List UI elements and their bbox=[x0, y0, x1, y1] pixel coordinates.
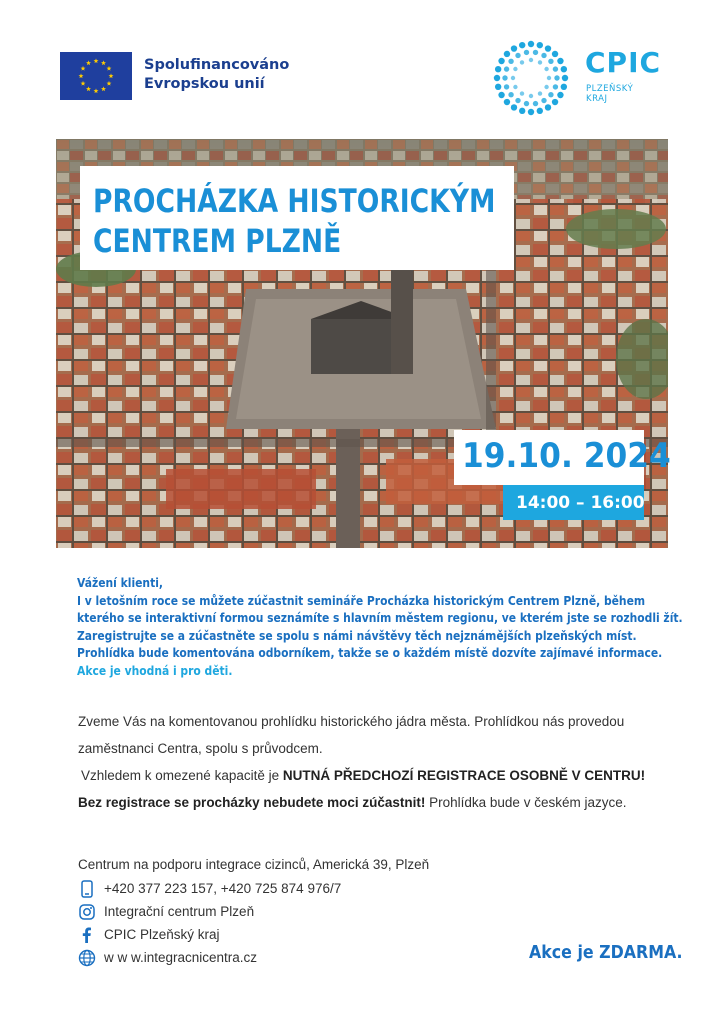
cpic-dot bbox=[520, 60, 524, 64]
body-line-3-start: Vzhledem k omezené kapacitě je bbox=[81, 768, 283, 783]
cpic-dot bbox=[533, 101, 538, 106]
cpic-dot bbox=[508, 59, 513, 64]
eu-star-icon bbox=[101, 86, 106, 91]
cpic-dot bbox=[504, 99, 510, 105]
eu-star-icon bbox=[86, 86, 91, 91]
contact-phone: +420 377 223 157, +420 725 874 976/7 bbox=[104, 881, 342, 896]
eu-star-icon bbox=[109, 73, 114, 78]
cpic-dot bbox=[508, 92, 513, 97]
eu-star-icon bbox=[107, 81, 112, 86]
cpic-dot bbox=[561, 84, 567, 90]
body-line-4 bbox=[78, 795, 626, 810]
cpic-dot bbox=[515, 98, 520, 103]
cpic-dot bbox=[544, 85, 548, 89]
cpic-name: CPIC bbox=[585, 46, 662, 79]
cpic-dot bbox=[520, 91, 524, 95]
eu-text-line2: Evropskou unií bbox=[144, 76, 265, 92]
cpic-dot bbox=[504, 66, 509, 71]
cpic-dot bbox=[504, 51, 510, 57]
cpic-dot bbox=[528, 41, 534, 47]
cpic-dot bbox=[553, 66, 558, 71]
cpic-logo bbox=[493, 40, 673, 116]
cpic-dot bbox=[511, 45, 517, 51]
cpic-dot bbox=[545, 104, 551, 110]
eu-text-line1: Spolufinancováno bbox=[144, 57, 290, 73]
body-line-2: zaměstnanci Centra, spolu s průvodcem. bbox=[78, 741, 323, 756]
cpic-dot bbox=[515, 53, 520, 58]
cpic-dot bbox=[495, 84, 501, 90]
cpic-dot bbox=[524, 50, 529, 55]
eu-star-icon bbox=[86, 60, 91, 65]
event-date-box bbox=[454, 430, 671, 485]
body-line-1: Zveme Vás na komentovanou prohlídku historického jádra města. Prohlídkou nás provedou bbox=[78, 714, 625, 729]
cpic-dot bbox=[502, 75, 507, 80]
cpic-dot bbox=[528, 109, 534, 115]
cpic-dot bbox=[511, 104, 517, 110]
cpic-dot bbox=[524, 101, 529, 106]
event-title-line1: PROCHÁZKA HISTORICKÝM bbox=[93, 182, 496, 220]
eu-flag-icon bbox=[60, 52, 132, 100]
cpic-dot bbox=[552, 51, 558, 57]
cpic-dot bbox=[538, 91, 542, 95]
cpic-dot bbox=[561, 66, 567, 72]
cpic-region-line1: PLZEŇSKÝ bbox=[586, 84, 634, 94]
cpic-dot bbox=[557, 92, 563, 98]
eu-star-icon bbox=[101, 60, 106, 65]
body-line-3 bbox=[81, 768, 645, 783]
phone-icon bbox=[78, 880, 96, 898]
intro-line: kterého se interaktivní formou seznámíte s hlavním městem regionu, ve kterém jste se rozhodli žít. bbox=[77, 610, 683, 626]
cpic-dot bbox=[547, 76, 551, 80]
contact-instagram: Integrační centrum Plzeň bbox=[104, 904, 255, 919]
facebook-icon bbox=[78, 926, 96, 944]
contact-web[interactable]: w w w.integracnicentra.cz bbox=[104, 950, 258, 965]
instagram-icon bbox=[78, 903, 96, 921]
globe-icon bbox=[78, 949, 96, 967]
intro-line: I v letošním roce se můžete zúčastnit semináře Procházka historickým Centrem Plzně, během bbox=[77, 592, 646, 608]
cpic-dot bbox=[538, 60, 542, 64]
cpic-dot bbox=[562, 75, 568, 81]
registration-warning: Bez registrace se procházky nebudete moci zúčastnit! bbox=[78, 795, 426, 810]
cpic-dot bbox=[529, 58, 533, 62]
cpic-dot bbox=[553, 84, 558, 89]
free-event-note: Akce je ZDARMA. bbox=[529, 942, 683, 963]
cpic-dot bbox=[537, 108, 543, 114]
cpic-dot bbox=[545, 45, 551, 51]
eu-star-icon bbox=[81, 81, 86, 86]
cpic-dot bbox=[511, 76, 515, 80]
cpic-dot bbox=[519, 42, 525, 48]
cpic-dot bbox=[548, 92, 553, 97]
intro-kids-note: Akce je vhodná i pro děti. bbox=[77, 662, 233, 678]
cpic-dot bbox=[544, 67, 548, 71]
event-date: 19.10. 2024 bbox=[462, 436, 671, 476]
intro-paragraph bbox=[77, 574, 724, 680]
event-title bbox=[80, 166, 514, 270]
cpic-dot bbox=[541, 53, 546, 58]
cpic-dots-icon bbox=[493, 40, 569, 116]
cpic-region bbox=[586, 84, 633, 104]
cpic-dot bbox=[494, 75, 500, 81]
eu-star-icon bbox=[94, 88, 99, 93]
contact-address: Centrum na podporu integrace cizinců, Americká 39, Plzeň bbox=[78, 857, 430, 872]
eu-star-icon bbox=[107, 66, 112, 71]
cpic-dot bbox=[513, 67, 517, 71]
intro-line: Zaregistrujte se a zúčastněte se spolu s námi návštěvy těch nejznámějších plzeňských míst. bbox=[77, 627, 637, 643]
cpic-dot bbox=[548, 59, 553, 64]
cpic-dot bbox=[533, 50, 538, 55]
cpic-dot bbox=[529, 94, 533, 98]
intro-line: Prohlídka bude komentována odborníkem, takže se o každém místě dozvíte zajímavé informace. bbox=[77, 645, 663, 661]
event-time: 14:00 – 16:00 bbox=[516, 493, 645, 513]
eu-cofinanced-text bbox=[144, 56, 344, 94]
eu-star-icon bbox=[81, 66, 86, 71]
event-title-line2: CENTREM PLZNĚ bbox=[93, 222, 342, 260]
cpic-dot bbox=[513, 85, 517, 89]
cpic-dot bbox=[498, 58, 504, 64]
eu-star-icon bbox=[79, 73, 84, 78]
cpic-dot bbox=[519, 108, 525, 114]
intro-line: Vážení klienti, bbox=[77, 575, 163, 590]
cpic-dot bbox=[552, 99, 558, 105]
cpic-dot bbox=[504, 84, 509, 89]
registration-notice: NUTNÁ PŘEDCHOZÍ REGISTRACE OSOBNĚ V CENTRU! bbox=[282, 768, 646, 783]
cpic-dot bbox=[554, 75, 559, 80]
contact-facebook: CPIC Plzeňský kraj bbox=[104, 927, 220, 942]
cpic-dot bbox=[495, 66, 501, 72]
cpic-region-line2: KRAJ bbox=[586, 94, 608, 104]
cpic-dot bbox=[557, 58, 563, 64]
body-line-4-end: Prohlídka bude v českém jazyce. bbox=[425, 795, 627, 810]
cpic-dot bbox=[541, 98, 546, 103]
cpic-dot bbox=[498, 92, 504, 98]
eu-star-icon bbox=[94, 58, 99, 63]
cpic-dot bbox=[537, 42, 543, 48]
event-time-box bbox=[503, 485, 644, 520]
